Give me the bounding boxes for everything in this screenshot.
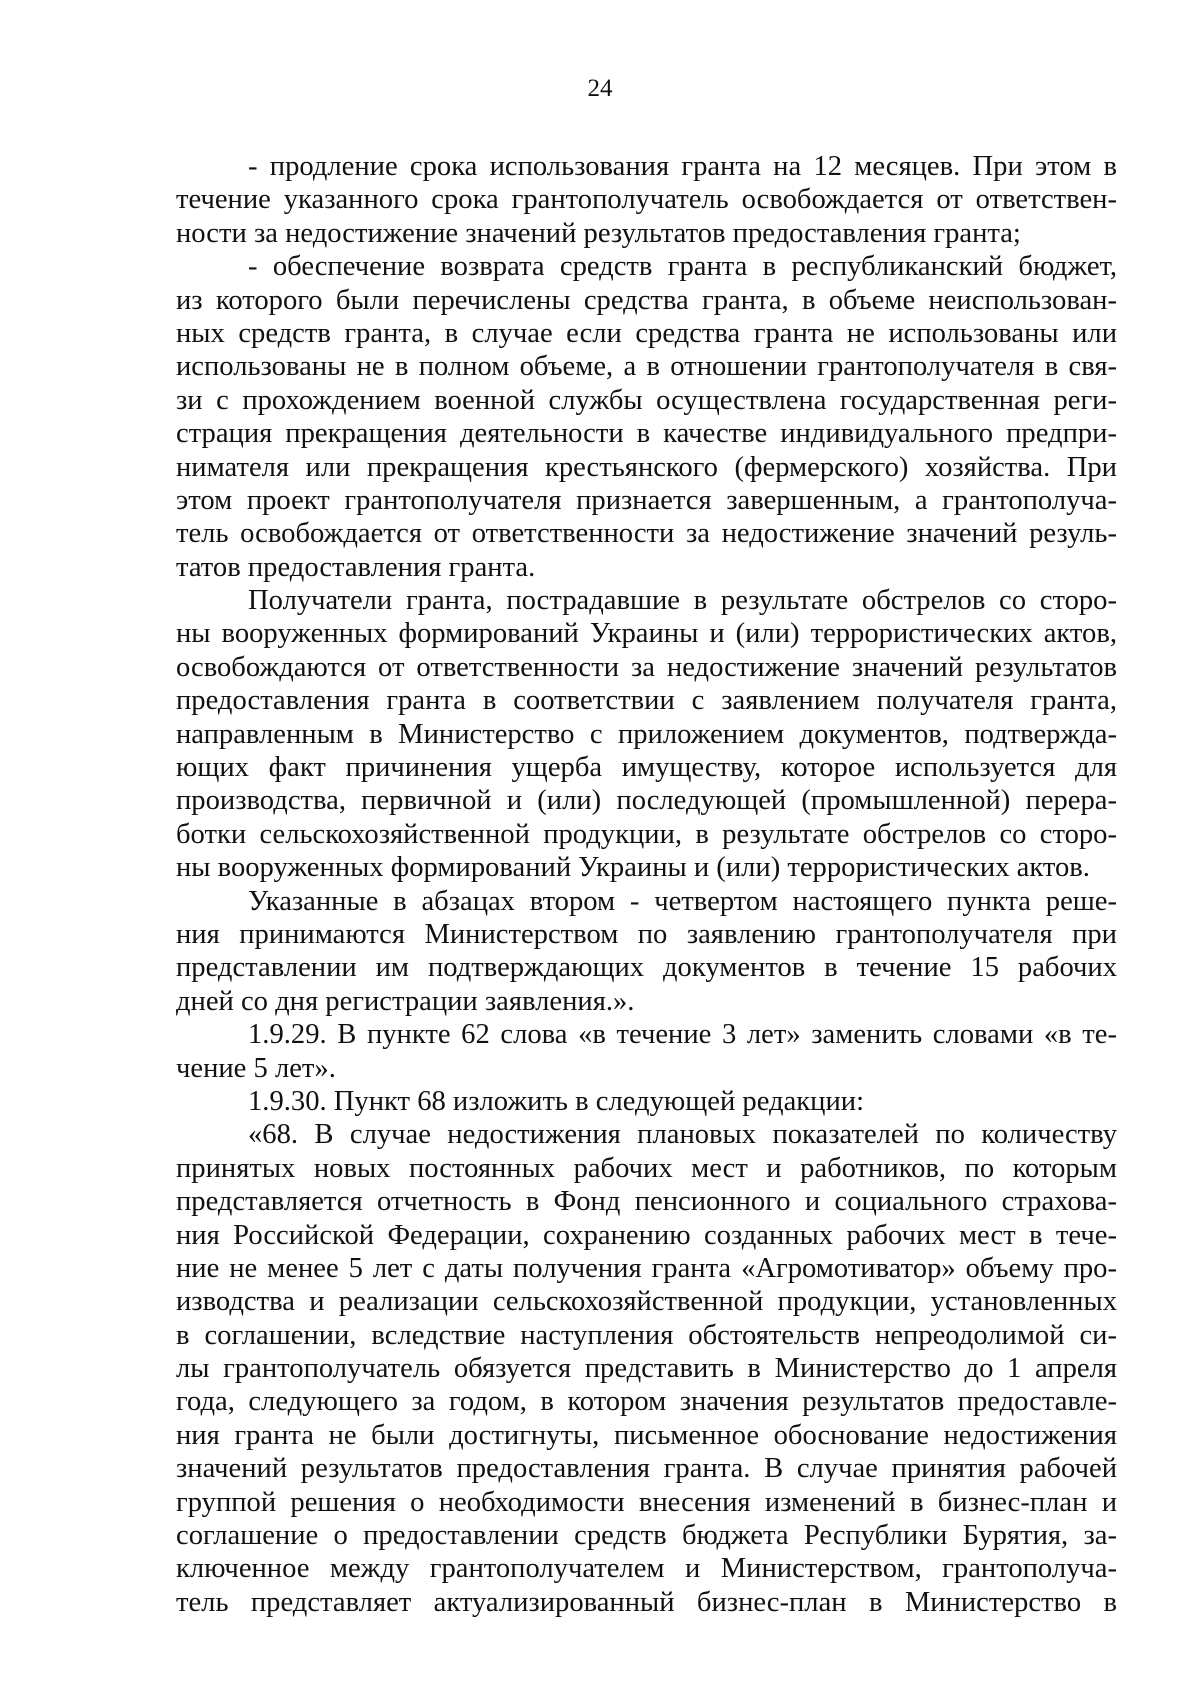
text-line: представлении им подтверждающих документов в течение 15 рабочих xyxy=(176,952,1117,984)
text-line: представляется отчетность в Фонд пенсионного и социального страхова- xyxy=(176,1186,1117,1218)
document-body xyxy=(176,150,1117,1619)
text-line: ния гранта не были достигнуты, письменное обоснование недостижения xyxy=(176,1419,1117,1451)
text-line: страция прекращения деятельности в качестве индивидуального предпри- xyxy=(176,418,1117,450)
text-line: этом проект грантополучателя признается завершенным, а грантополуча- xyxy=(176,484,1117,516)
text-line: ние не менее 5 лет с даты получения гранта «Агромотиватор» объему про- xyxy=(176,1252,1117,1284)
text-line: ности за недостижение значений результатов предоставления гранта; xyxy=(176,217,1021,249)
text-line: направленным в Министерство с приложением документов, подтвержда- xyxy=(176,718,1117,750)
text-line: татов предоставления гранта. xyxy=(176,551,536,583)
text-line: дней со дня регистрации заявления.». xyxy=(176,985,635,1017)
page-number: 24 xyxy=(587,75,613,102)
text-line: тель представляет актуализированный бизнес-план в Министерство в xyxy=(176,1586,1117,1618)
text-line: 1.9.30. Пункт 68 изложить в следующей редакции: xyxy=(248,1085,865,1117)
text-line: «68. В случае недостижения плановых показателей по количеству xyxy=(248,1119,1117,1151)
text-line: в соглашении, вследствие наступления обстоятельств непреодолимой си- xyxy=(176,1319,1117,1351)
text-line: нимателя или прекращения крестьянского (фермерского) хозяйства. При xyxy=(176,451,1117,483)
text-line: зи с прохождением военной службы осуществлена государственная реги- xyxy=(176,384,1117,416)
text-line: течение указанного срока грантополучатель освобождается от ответствен- xyxy=(176,184,1117,216)
text-line: ния принимаются Министерством по заявлению грантополучателя при xyxy=(176,918,1117,950)
text-line: - обеспечение возврата средств гранта в республиканский бюджет, xyxy=(248,251,1117,283)
text-line: ключенное между грантополучателем и Министерством, грантополуча- xyxy=(176,1553,1117,1585)
text-line: группой решения о необходимости внесения изменений в бизнес-план и xyxy=(176,1486,1117,1518)
text-line: тель освобождается от ответственности за недостижение значений резуль- xyxy=(176,518,1117,550)
text-line: ны вооруженных формирований Украины и (или) террористических актов. xyxy=(176,852,1090,884)
text-line: Получатели гранта, пострадавшие в результате обстрелов со сторо- xyxy=(248,585,1117,617)
text-line: лы грантополучатель обязуется представить в Министерство до 1 апреля xyxy=(176,1353,1117,1385)
text-line: значений результатов предоставления гранта. В случае принятия рабочей xyxy=(176,1453,1117,1485)
text-line: ния Российской Федерации, сохранению созданных рабочих мест в тече- xyxy=(176,1219,1117,1251)
text-line: чение 5 лет». xyxy=(176,1052,336,1084)
text-line: изводства и реализации сельскохозяйственной продукции, установленных xyxy=(176,1286,1117,1318)
text-line: Указанные в абзацах втором - четвертом настоящего пункта реше- xyxy=(248,885,1117,917)
text-line: ющих факт причинения ущерба имуществу, которое используется для xyxy=(176,752,1117,784)
text-line: из которого были перечислены средства гранта, в объеме неиспользован- xyxy=(176,284,1117,316)
text-line: ны вооруженных формирований Украины и (или) террористических актов, xyxy=(176,618,1117,650)
text-line: года, следующего за годом, в котором значения результатов предоставле- xyxy=(176,1386,1117,1418)
text-line: освобождаются от ответственности за недостижение значений результатов xyxy=(176,651,1117,683)
text-line: производства, первичной и (или) последующей (промышленной) перера- xyxy=(176,785,1117,817)
text-line: использованы не в полном объеме, а в отношении грантополучателя в свя- xyxy=(176,351,1117,383)
text-line: ботки сельскохозяйственной продукции, в результате обстрелов со сторо- xyxy=(176,818,1117,850)
text-line: 1.9.29. В пункте 62 слова «в течение 3 лет» заменить словами «в те- xyxy=(248,1019,1117,1051)
text-line: ных средств гранта, в случае если средства гранта не использованы или xyxy=(176,317,1117,349)
text-line: соглашение о предоставлении средств бюджета Республики Бурятия, за- xyxy=(176,1520,1117,1552)
text-line: предоставления гранта в соответствии с заявлением получателя гранта, xyxy=(176,685,1117,717)
text-line: принятых новых постоянных рабочих мест и работников, по которым xyxy=(176,1152,1117,1184)
text-line: - продление срока использования гранта на 12 месяцев. При этом в xyxy=(248,151,1117,182)
